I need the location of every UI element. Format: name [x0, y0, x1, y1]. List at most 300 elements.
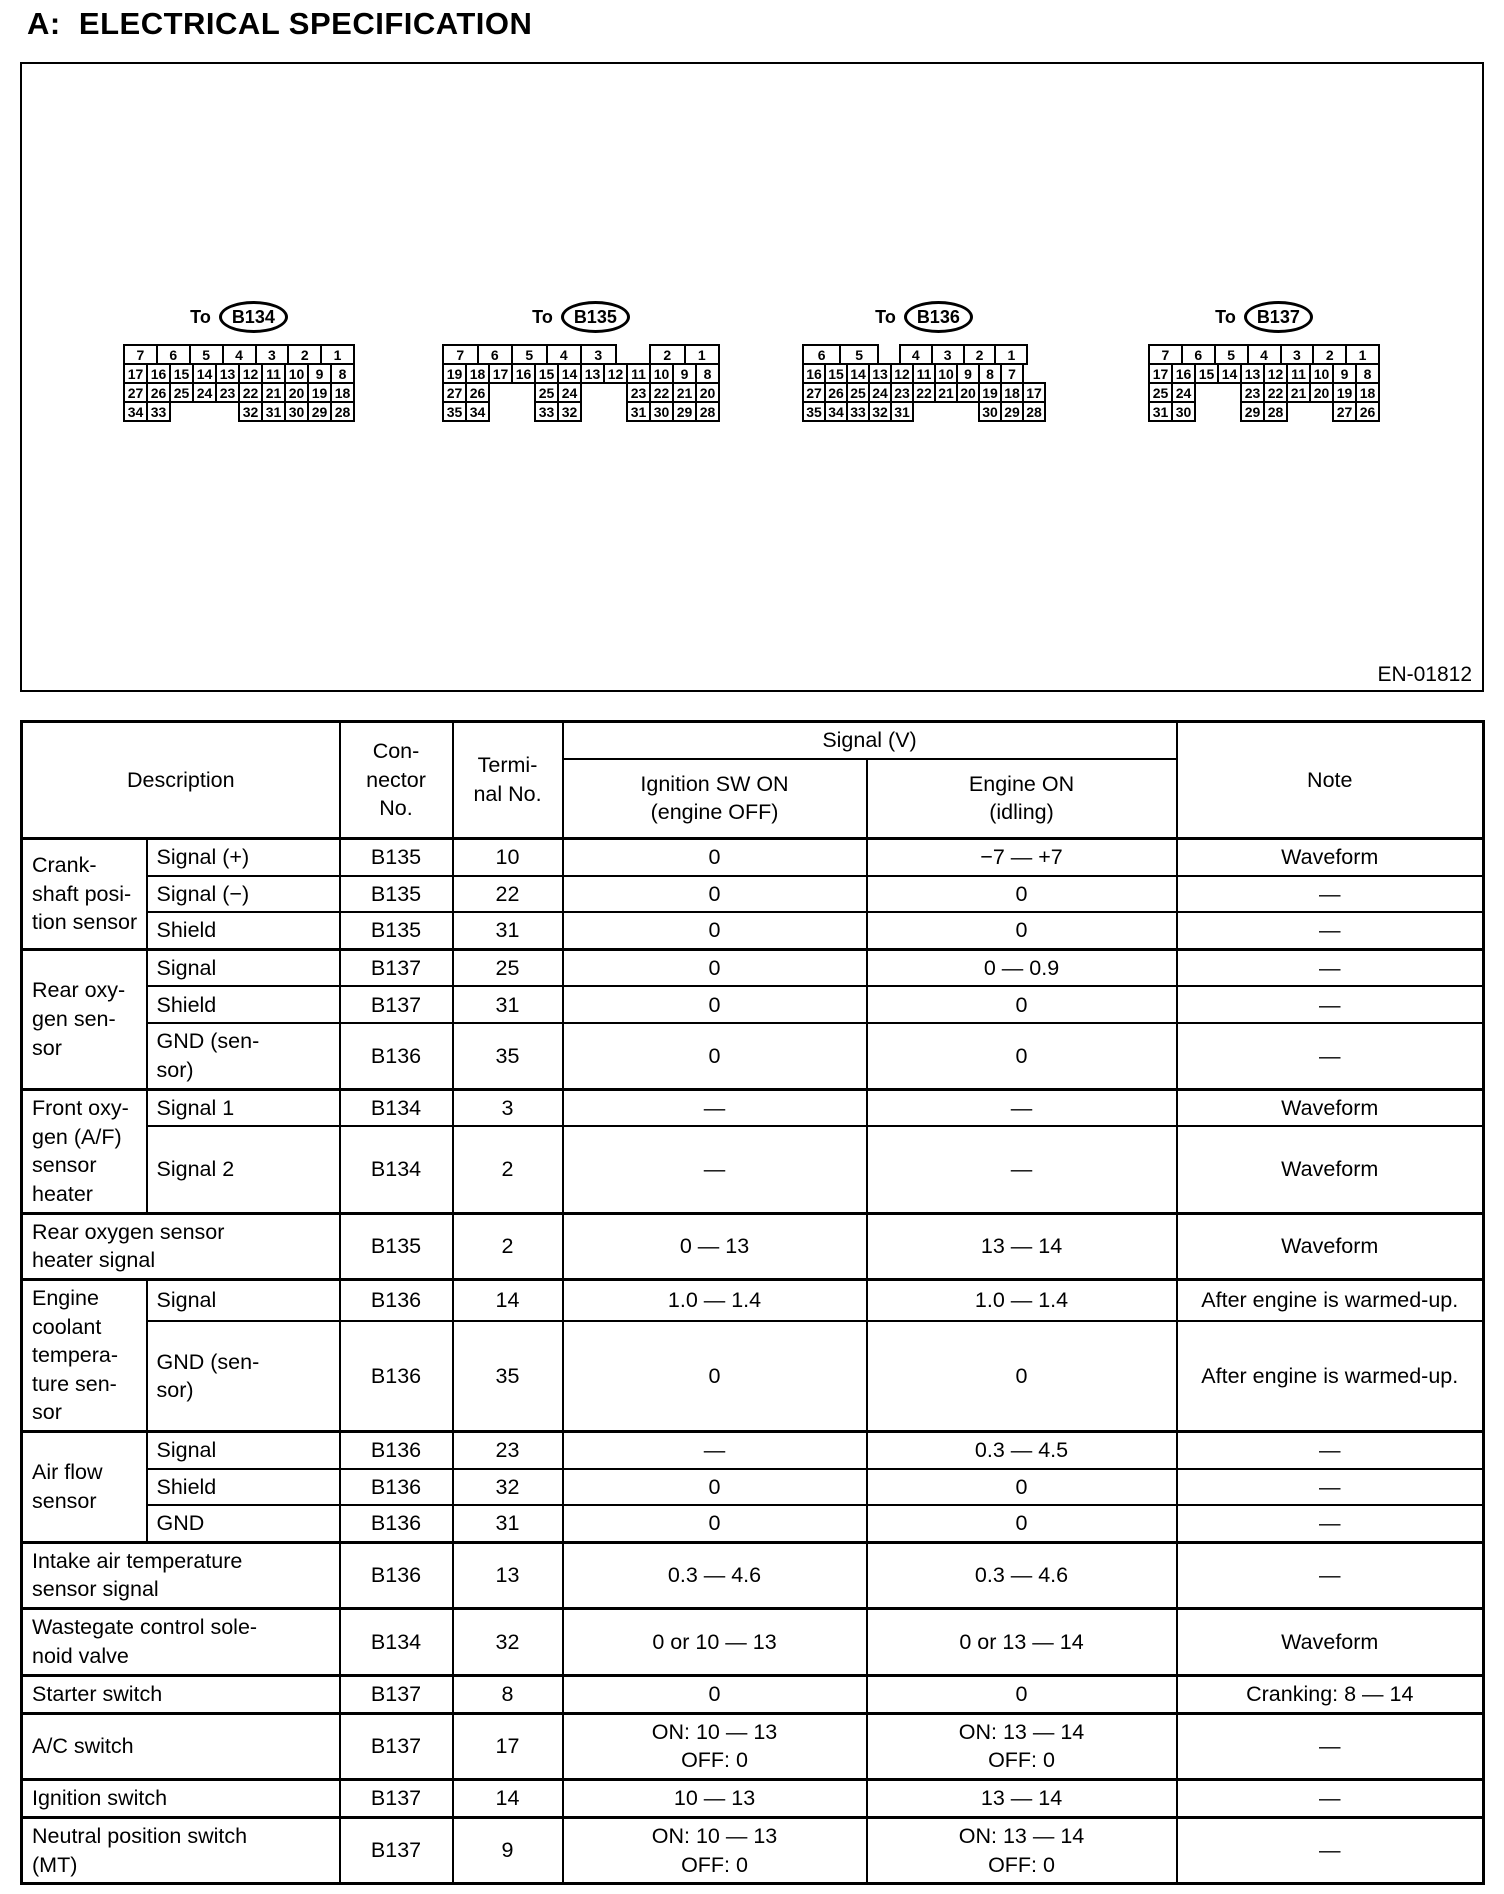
connector-b137 [1148, 298, 1380, 422]
pin-gap [877, 344, 901, 365]
pin-b137-16: 16 [1171, 363, 1196, 384]
description-cell: Signal 1 [147, 1089, 340, 1126]
pin-b136-6: 6 [802, 344, 841, 365]
ignition-value-cell: 0 [563, 986, 867, 1023]
pin-b135-30: 30 [649, 401, 674, 422]
pin-b134-17: 17 [123, 363, 148, 384]
terminal-no-cell: 14 [453, 1780, 563, 1818]
pin-b137-10: 10 [1309, 363, 1334, 384]
engine-value-cell: 0 [867, 912, 1177, 949]
connector-label-b136 [802, 298, 1046, 336]
pin-b137-20: 20 [1309, 382, 1334, 403]
engine-value-cell: ON: 13 — 14 OFF: 0 [867, 1713, 1177, 1779]
description-group-cell: Engine coolant tempera- ture sen- sor [22, 1279, 147, 1431]
pin-b135-22: 22 [649, 382, 674, 403]
to-text: To [190, 306, 211, 327]
pin-b135-16: 16 [511, 363, 536, 384]
pin-row [123, 344, 355, 365]
pin-gap [1286, 401, 1334, 422]
pin-b136-16: 16 [802, 363, 826, 384]
pin-b134-26: 26 [146, 382, 171, 403]
pin-grid-b136 [802, 344, 1046, 422]
pin-b134-18: 18 [330, 382, 355, 403]
pin-b134-4: 4 [222, 344, 257, 365]
description-cell: Ignition switch [22, 1780, 340, 1818]
pin-b134-6: 6 [156, 344, 191, 365]
ignition-value-cell: 0 or 10 — 13 [563, 1608, 867, 1675]
pin-b135-35: 35 [442, 401, 467, 422]
pin-b137-15: 15 [1194, 363, 1219, 384]
pin-b134-24: 24 [192, 382, 217, 403]
pin-b135-2: 2 [649, 344, 686, 365]
spec-row [22, 1608, 1484, 1675]
description-cell: Signal [147, 1279, 340, 1321]
pin-b137-12: 12 [1263, 363, 1288, 384]
spec-row [22, 949, 1484, 986]
pin-b134-12: 12 [238, 363, 263, 384]
terminal-no-cell: 9 [453, 1818, 563, 1884]
pin-gap [580, 382, 628, 403]
spec-row [22, 1431, 1484, 1468]
pin-b135-34: 34 [465, 401, 490, 422]
pin-b135-8: 8 [695, 363, 720, 384]
ignition-value-cell: — [563, 1089, 867, 1126]
pin-b135-13: 13 [580, 363, 605, 384]
pin-row [1148, 344, 1380, 365]
pin-b135-7: 7 [442, 344, 479, 365]
connector-no-cell: B136 [340, 1321, 453, 1431]
pin-b134-27: 27 [123, 382, 148, 403]
pin-b136-30: 30 [978, 401, 1002, 422]
pin-b137-2: 2 [1312, 344, 1347, 365]
description-cell: Signal [147, 949, 340, 986]
pin-gap [169, 401, 240, 422]
col-header-description: Description [22, 722, 340, 839]
pin-b135-14: 14 [557, 363, 582, 384]
connector-name-oval: B136 [904, 301, 973, 333]
pin-b136-28: 28 [1022, 401, 1046, 422]
pin-b134-8: 8 [330, 363, 355, 384]
pin-b136-5: 5 [839, 344, 878, 365]
terminal-no-cell: 31 [453, 912, 563, 949]
pin-b137-22: 22 [1263, 382, 1288, 403]
pin-b135-12: 12 [603, 363, 628, 384]
pin-b136-35: 35 [802, 401, 826, 422]
pin-b136-33: 33 [846, 401, 870, 422]
connector-label-b135 [442, 298, 720, 336]
pin-b134-11: 11 [261, 363, 286, 384]
engine-value-cell: 0.3 — 4.5 [867, 1431, 1177, 1468]
terminal-no-cell: 17 [453, 1713, 563, 1779]
pin-b135-31: 31 [626, 401, 651, 422]
pin-gap [615, 344, 652, 365]
pin-b136-34: 34 [824, 401, 848, 422]
note-cell: Waveform [1177, 1089, 1484, 1126]
pin-b134-19: 19 [307, 382, 332, 403]
pin-row [123, 401, 355, 422]
pin-b136-32: 32 [868, 401, 892, 422]
pin-b136-15: 15 [824, 363, 848, 384]
electrical-spec-table [20, 720, 1485, 1885]
ignition-value-cell: 10 — 13 [563, 1780, 867, 1818]
pin-gap [1194, 401, 1242, 422]
connector-no-cell: B136 [340, 1469, 453, 1506]
spec-row [22, 1213, 1484, 1279]
description-cell: Signal 2 [147, 1126, 340, 1213]
pin-row [1148, 382, 1380, 403]
pin-grid-b135 [442, 344, 720, 422]
note-cell: Waveform [1177, 1608, 1484, 1675]
pin-b134-32: 32 [238, 401, 263, 422]
pin-b134-33: 33 [146, 401, 171, 422]
note-cell: After engine is warmed-up. [1177, 1321, 1484, 1431]
ignition-value-cell: 0 [563, 912, 867, 949]
engine-value-cell: — [867, 1126, 1177, 1213]
engine-value-cell: 13 — 14 [867, 1213, 1177, 1279]
pin-b136-18: 18 [1000, 382, 1024, 403]
connector-no-cell: B137 [340, 949, 453, 986]
pin-b136-10: 10 [934, 363, 958, 384]
pin-b137-24: 24 [1171, 382, 1196, 403]
description-cell: Starter switch [22, 1675, 340, 1713]
pin-b134-13: 13 [215, 363, 240, 384]
pin-b134-10: 10 [284, 363, 309, 384]
pin-b134-3: 3 [255, 344, 290, 365]
pin-b134-25: 25 [169, 382, 194, 403]
pin-b135-18: 18 [465, 363, 490, 384]
pin-b135-25: 25 [534, 382, 559, 403]
pin-gap [488, 401, 536, 422]
pin-b135-27: 27 [442, 382, 467, 403]
terminal-no-cell: 2 [453, 1213, 563, 1279]
terminal-no-cell: 32 [453, 1469, 563, 1506]
ignition-value-cell: 0 — 13 [563, 1213, 867, 1279]
connector-no-cell: B137 [340, 1713, 453, 1779]
spec-row [22, 1089, 1484, 1126]
description-cell: GND (sen- sor) [147, 1023, 340, 1089]
connector-no-cell: B137 [340, 1675, 453, 1713]
spec-row [22, 1469, 1484, 1506]
to-text: To [875, 306, 896, 327]
engine-value-cell: 0 [867, 1469, 1177, 1506]
ignition-value-cell: 0 [563, 1505, 867, 1542]
pin-b137-25: 25 [1148, 382, 1173, 403]
pin-b137-30: 30 [1171, 401, 1196, 422]
ignition-value-cell: 0 [563, 1321, 867, 1431]
engine-value-cell: — [867, 1089, 1177, 1126]
pin-b135-19: 19 [442, 363, 467, 384]
spec-row [22, 876, 1484, 913]
pin-b137-18: 18 [1355, 382, 1380, 403]
pin-b136-24: 24 [868, 382, 892, 403]
pin-b135-17: 17 [488, 363, 513, 384]
spec-row [22, 1505, 1484, 1542]
pin-b136-13: 13 [868, 363, 892, 384]
connector-no-cell: B136 [340, 1431, 453, 1468]
terminal-no-cell: 32 [453, 1608, 563, 1675]
pin-b136-23: 23 [890, 382, 914, 403]
pin-b135-29: 29 [672, 401, 697, 422]
connector-name-oval: B137 [1244, 301, 1313, 333]
pin-b136-31: 31 [890, 401, 914, 422]
pin-gap [580, 401, 628, 422]
pin-row [802, 401, 1046, 422]
description-cell: Shield [147, 912, 340, 949]
pin-b136-9: 9 [956, 363, 980, 384]
pin-row [442, 382, 720, 403]
ignition-value-cell: 0 [563, 949, 867, 986]
spec-row [22, 1675, 1484, 1713]
spec-row [22, 1321, 1484, 1431]
pin-row [1148, 401, 1380, 422]
pin-row [802, 363, 1046, 384]
ignition-value-cell: 0.3 — 4.6 [563, 1542, 867, 1608]
engine-value-cell: 0 or 13 — 14 [867, 1608, 1177, 1675]
connector-no-cell: B135 [340, 876, 453, 913]
engine-value-cell: 0 [867, 986, 1177, 1023]
ignition-value-cell: ON: 10 — 13 OFF: 0 [563, 1818, 867, 1884]
description-cell: GND [147, 1505, 340, 1542]
engine-value-cell: 0 [867, 1675, 1177, 1713]
pin-b137-29: 29 [1240, 401, 1265, 422]
pin-b134-14: 14 [192, 363, 217, 384]
pin-grid-b137 [1148, 344, 1380, 422]
terminal-no-cell: 25 [453, 949, 563, 986]
description-group-cell: Rear oxy- gen sen- sor [22, 949, 147, 1089]
pin-b134-9: 9 [307, 363, 332, 384]
pin-b136-3: 3 [931, 344, 965, 365]
engine-value-cell: 0 [867, 876, 1177, 913]
pin-b136-21: 21 [934, 382, 958, 403]
ignition-value-cell: 0 [563, 876, 867, 913]
description-cell: Shield [147, 986, 340, 1023]
col-header-note: Note [1177, 722, 1484, 839]
note-cell: — [1177, 1780, 1484, 1818]
pin-b136-26: 26 [824, 382, 848, 403]
pin-b137-14: 14 [1217, 363, 1242, 384]
spec-row [22, 1023, 1484, 1089]
engine-value-cell: 13 — 14 [867, 1780, 1177, 1818]
connector-no-cell: B136 [340, 1279, 453, 1321]
pin-b137-5: 5 [1214, 344, 1249, 365]
spec-row [22, 1279, 1484, 1321]
col-header-signal-v: Signal (V) [563, 722, 1177, 759]
spec-row [22, 1126, 1484, 1213]
engine-value-cell: 0 [867, 1321, 1177, 1431]
pin-b137-8: 8 [1355, 363, 1380, 384]
pin-b134-34: 34 [123, 401, 148, 422]
pin-b134-2: 2 [287, 344, 322, 365]
pin-b135-11: 11 [626, 363, 651, 384]
pin-b135-4: 4 [546, 344, 583, 365]
col-header-connector-no: Con- nector No. [340, 722, 453, 839]
pin-b137-19: 19 [1332, 382, 1357, 403]
pin-b137-21: 21 [1286, 382, 1311, 403]
pin-b136-2: 2 [963, 344, 997, 365]
connector-no-cell: B137 [340, 1780, 453, 1818]
pin-b136-29: 29 [1000, 401, 1024, 422]
note-cell: Cranking: 8 — 14 [1177, 1675, 1484, 1713]
pin-b137-27: 27 [1332, 401, 1357, 422]
pin-gap [912, 401, 980, 422]
spec-row [22, 1780, 1484, 1818]
pin-b135-15: 15 [534, 363, 559, 384]
pin-grid-b134 [123, 344, 355, 422]
pin-row [442, 363, 720, 384]
pin-b136-12: 12 [890, 363, 914, 384]
engine-value-cell: 0.3 — 4.6 [867, 1542, 1177, 1608]
note-cell: — [1177, 949, 1484, 986]
engine-value-cell: 0 [867, 1023, 1177, 1089]
pin-b135-21: 21 [672, 382, 697, 403]
note-cell: — [1177, 1023, 1484, 1089]
pin-b135-5: 5 [511, 344, 548, 365]
connector-no-cell: B135 [340, 839, 453, 876]
col-header-terminal-no: Termi- nal No. [453, 722, 563, 839]
pin-b136-14: 14 [846, 363, 870, 384]
description-group-cell: Air flow sensor [22, 1431, 147, 1542]
pin-row [442, 344, 720, 365]
pin-b137-26: 26 [1355, 401, 1380, 422]
spec-table-body [22, 839, 1484, 1884]
spec-row [22, 1713, 1484, 1779]
note-cell: Waveform [1177, 839, 1484, 876]
page-title: A: ELECTRICAL SPECIFICATION [27, 6, 533, 41]
connector-no-cell: B134 [340, 1089, 453, 1126]
connector-b136 [802, 298, 1046, 422]
pin-b134-16: 16 [146, 363, 171, 384]
pin-b136-22: 22 [912, 382, 936, 403]
note-cell: Waveform [1177, 1213, 1484, 1279]
connector-no-cell: B137 [340, 986, 453, 1023]
pin-b135-1: 1 [684, 344, 721, 365]
note-cell: — [1177, 912, 1484, 949]
note-cell: — [1177, 1713, 1484, 1779]
description-cell: A/C switch [22, 1713, 340, 1779]
pin-gap [1194, 382, 1242, 403]
connector-b134 [123, 298, 355, 422]
pin-b135-23: 23 [626, 382, 651, 403]
description-cell: Rear oxygen sensor heater signal [22, 1213, 340, 1279]
pin-b135-26: 26 [465, 382, 490, 403]
description-cell: GND (sen- sor) [147, 1321, 340, 1431]
pin-b136-20: 20 [956, 382, 980, 403]
pin-b137-23: 23 [1240, 382, 1265, 403]
description-cell: Signal (+) [147, 839, 340, 876]
pin-b134-23: 23 [215, 382, 240, 403]
pin-b136-1: 1 [994, 344, 1028, 365]
pin-b137-6: 6 [1181, 344, 1216, 365]
pin-b137-28: 28 [1263, 401, 1288, 422]
note-cell: — [1177, 876, 1484, 913]
ignition-value-cell: ON: 10 — 13 OFF: 0 [563, 1713, 867, 1779]
to-text: To [532, 306, 553, 327]
connector-no-cell: B134 [340, 1608, 453, 1675]
connector-label-b134 [123, 298, 355, 336]
pin-b134-7: 7 [123, 344, 158, 365]
pin-b134-5: 5 [189, 344, 224, 365]
terminal-no-cell: 14 [453, 1279, 563, 1321]
connector-name-oval: B134 [219, 301, 288, 333]
pin-row [123, 382, 355, 403]
pin-b137-4: 4 [1247, 344, 1282, 365]
description-group-cell: Crank- shaft posi- tion sensor [22, 839, 147, 950]
pin-b136-8: 8 [978, 363, 1002, 384]
spec-row [22, 839, 1484, 876]
pin-b134-31: 31 [261, 401, 286, 422]
connector-name-oval: B135 [561, 301, 630, 333]
pin-b137-1: 1 [1345, 344, 1380, 365]
ignition-value-cell: 0 [563, 1023, 867, 1089]
connector-no-cell: B134 [340, 1126, 453, 1213]
ignition-value-cell: — [563, 1431, 867, 1468]
connector-no-cell: B135 [340, 912, 453, 949]
col-header-engine-on: Engine ON (idling) [867, 759, 1177, 839]
ignition-value-cell: — [563, 1126, 867, 1213]
pin-row [802, 382, 1046, 403]
pin-b135-3: 3 [580, 344, 617, 365]
connector-label-b137 [1148, 298, 1380, 336]
pin-b135-10: 10 [649, 363, 674, 384]
engine-value-cell: 1.0 — 1.4 [867, 1279, 1177, 1321]
pin-b136-4: 4 [899, 344, 933, 365]
spec-row [22, 986, 1484, 1023]
pin-row [802, 344, 1046, 365]
pin-b134-29: 29 [307, 401, 332, 422]
pin-b135-32: 32 [557, 401, 582, 422]
pin-b136-11: 11 [912, 363, 936, 384]
pin-b137-11: 11 [1286, 363, 1311, 384]
pin-row [442, 401, 720, 422]
description-cell: Intake air temperature sensor signal [22, 1542, 340, 1608]
pin-b137-17: 17 [1148, 363, 1173, 384]
pin-b136-27: 27 [802, 382, 826, 403]
pin-b137-7: 7 [1148, 344, 1183, 365]
terminal-no-cell: 35 [453, 1023, 563, 1089]
pin-gap [488, 382, 536, 403]
connector-no-cell: B136 [340, 1023, 453, 1089]
description-cell: Signal [147, 1431, 340, 1468]
pin-b135-24: 24 [557, 382, 582, 403]
pin-b137-13: 13 [1240, 363, 1265, 384]
pin-b135-33: 33 [534, 401, 559, 422]
description-cell: Neutral position switch (MT) [22, 1818, 340, 1884]
connector-no-cell: B136 [340, 1505, 453, 1542]
col-header-ignition-sw-on: Ignition SW ON (engine OFF) [563, 759, 867, 839]
pin-b137-3: 3 [1280, 344, 1315, 365]
spec-row [22, 1818, 1484, 1884]
connector-no-cell: B137 [340, 1818, 453, 1884]
ignition-value-cell: 1.0 — 1.4 [563, 1279, 867, 1321]
pin-b136-7: 7 [1000, 363, 1024, 384]
connector-b135 [442, 298, 720, 422]
engine-value-cell: 0 — 0.9 [867, 949, 1177, 986]
pin-b135-6: 6 [477, 344, 514, 365]
pin-row [123, 363, 355, 384]
spec-table-header [22, 722, 1484, 839]
terminal-no-cell: 35 [453, 1321, 563, 1431]
pin-b134-22: 22 [238, 382, 263, 403]
note-cell: — [1177, 1505, 1484, 1542]
terminal-no-cell: 2 [453, 1126, 563, 1213]
ignition-value-cell: 0 [563, 839, 867, 876]
note-cell: — [1177, 1542, 1484, 1608]
description-cell: Shield [147, 1469, 340, 1506]
pin-b134-15: 15 [169, 363, 194, 384]
ignition-value-cell: 0 [563, 1675, 867, 1713]
pin-b134-1: 1 [320, 344, 355, 365]
terminal-no-cell: 3 [453, 1089, 563, 1126]
